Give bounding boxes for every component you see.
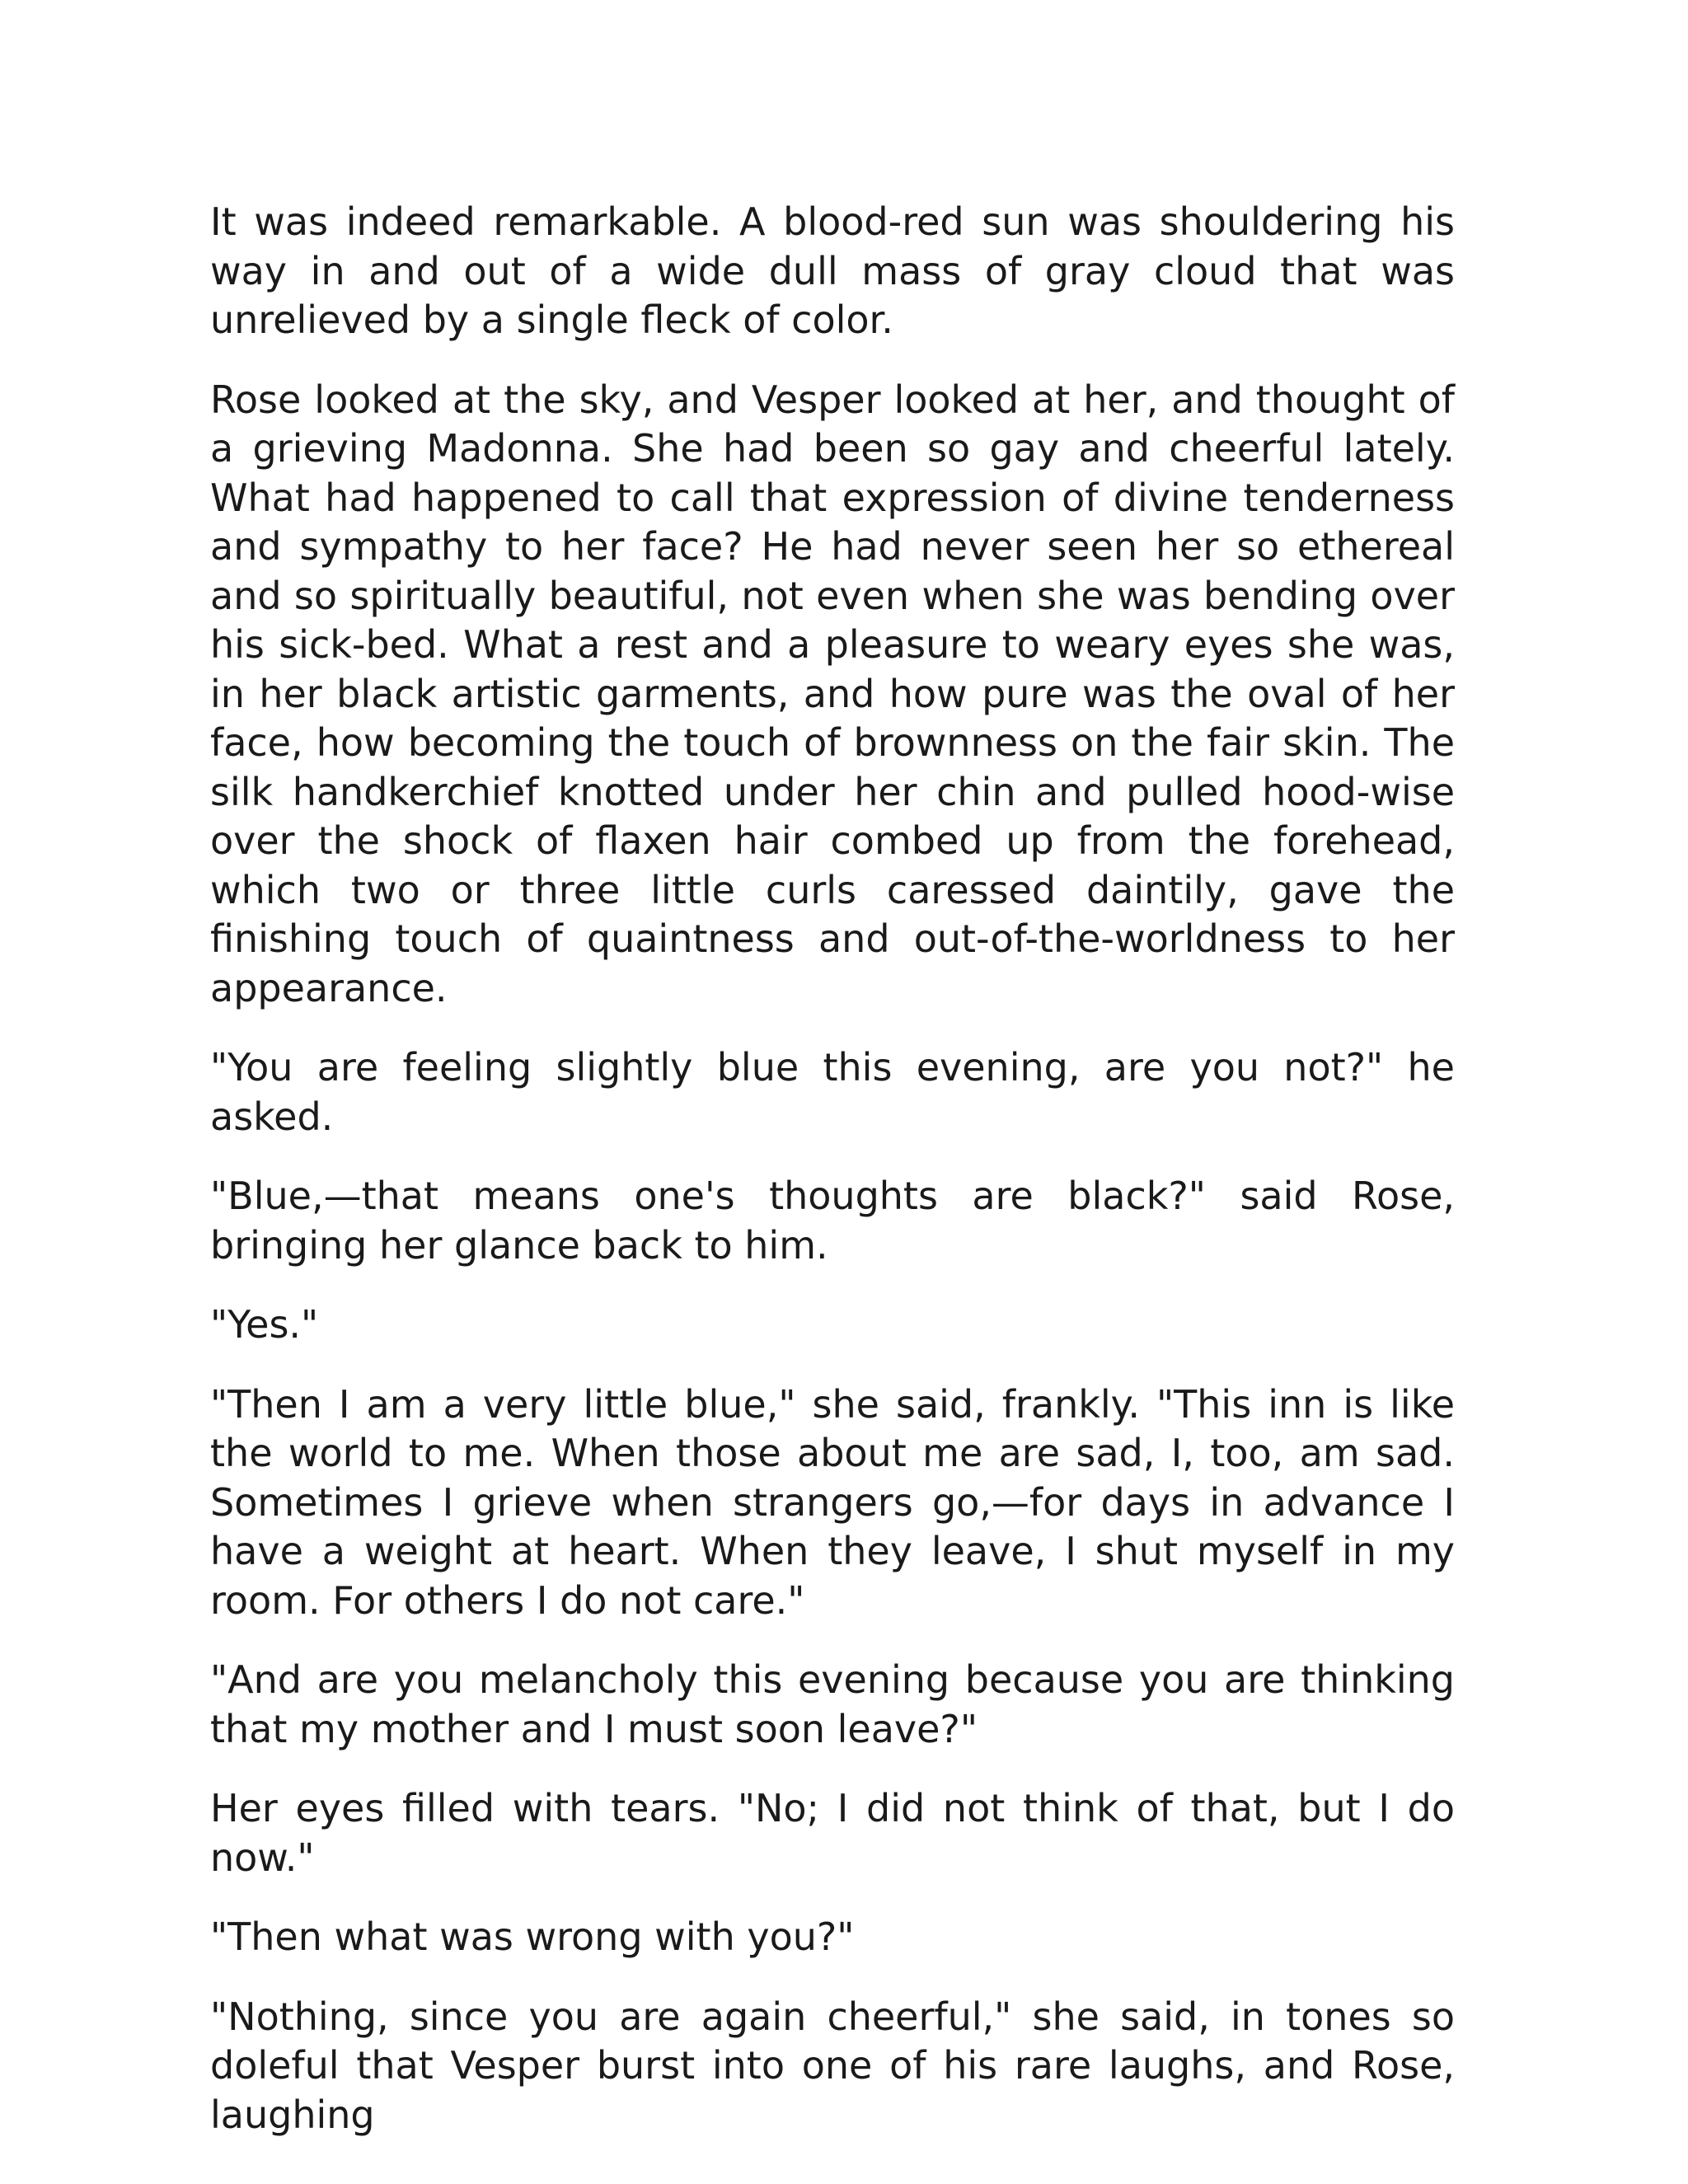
paragraph: "Then I am a very little blue," she said, frankly. "This inn is like the world to me. When those about me are sad, I, too, am sad. Sometimes I grieve when strangers go,—for days in advance I have a weight at heart. When they leave, I shut myself in my room. For others I do not care." xyxy=(210,1381,1455,1623)
paragraph: "Blue,—that means one's thoughts are black?" said Rose, bringing her glance back to him. xyxy=(210,1174,1455,1268)
paragraph: Her eyes filled with tears. "No; I did not think of that, but I do now." xyxy=(210,1786,1455,1880)
paragraph: "Then what was wrong with you?" xyxy=(210,1915,855,1959)
paragraph: "Yes." xyxy=(210,1302,319,1347)
paragraph: "You are feeling slightly blue this evening, are you not?" he asked. xyxy=(210,1045,1455,1139)
paragraph-continued: "Nothing, since you are again cheerful," she said, in tones so doleful that Vesper burst into one of his rare laughs, and Rose, laughing xyxy=(210,1994,1455,2137)
paragraph: "And are you melancholy this evening because you are thinking that my mother and I must soon leave?" xyxy=(210,1657,1455,1751)
paragraph: It was indeed remarkable. A blood-red sun was shouldering his way in and out of a wide dull mass of gray cloud that was unrelieved by a single fleck of color. xyxy=(210,199,1455,342)
page-body xyxy=(210,198,1455,2139)
paragraph: Rose looked at the sky, and Vesper looked at her, and thought of a grieving Madonna. She had been so gay and cheerful lately. What had happened to call that expression of divine tenderness and sympathy to her face? He had never seen her so ethereal and so spiritually beautiful, not even when she was bending over his sick-bed. What a rest and a pleasure to weary eyes she was, in her black artistic garments, and how pure was the oval of her face, how becoming the touch of brownness on the fair skin. The silk handkerchief knotted under her chin and pulled hood-wise over the shock of flaxen hair combed up from the forehead, which two or three little curls caressed daintily, gave the finishing touch of quaintness and out-of-the-worldness to her appearance. xyxy=(210,377,1455,1010)
